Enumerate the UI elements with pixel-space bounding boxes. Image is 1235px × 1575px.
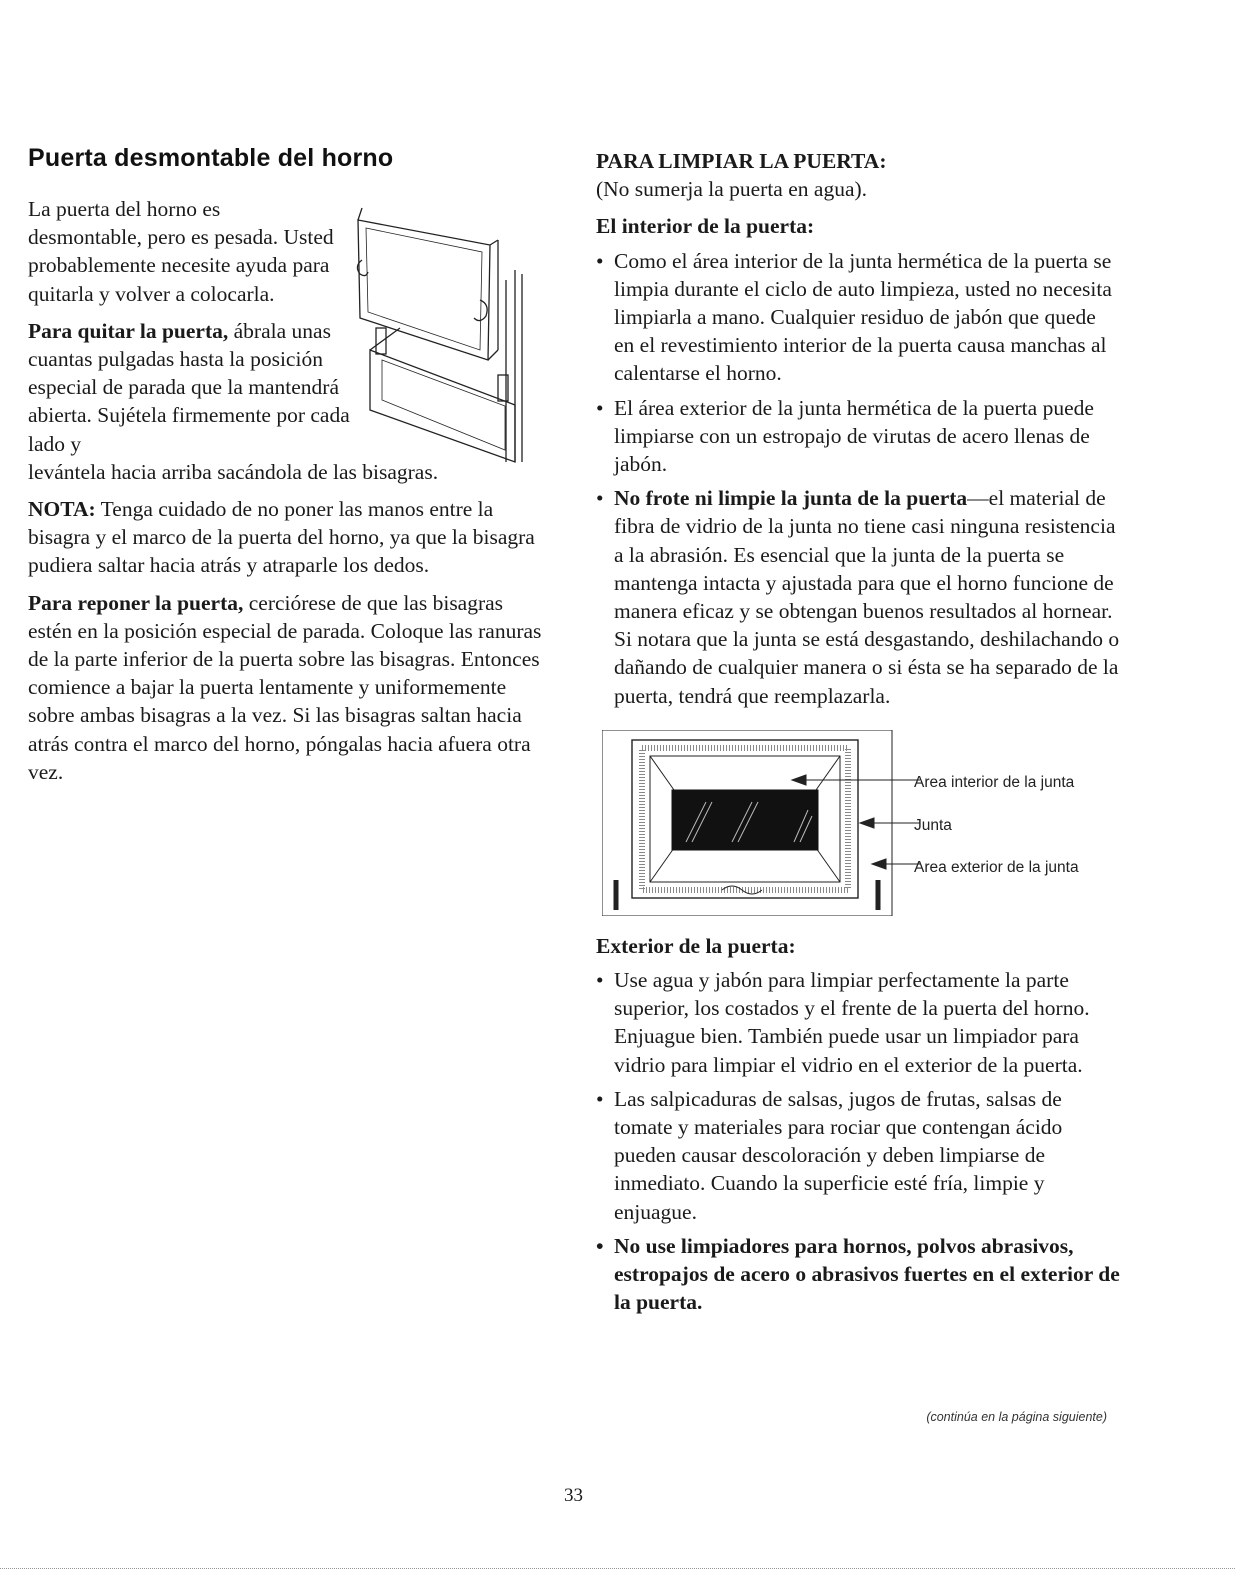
list-item: • Como el área interior de la junta hermética de la puerta se limpia durante el ciclo de auto limpieza, usted no necesita limpiarla a mano. Cualquier residuo de jabón que quede en el revestimiento interior de la puerta causa manchas al calentarse el horno. <box>596 247 1121 388</box>
door-gasket-illustration <box>602 730 922 916</box>
replace-door-paragraph <box>28 589 543 786</box>
interior-heading: El interior de la puerta: <box>596 214 815 239</box>
page-number: 33 <box>564 1485 583 1506</box>
label-outer-gasket-area: Area exterior de la junta <box>914 858 1079 876</box>
exterior-bullets <box>596 966 1121 1316</box>
note-paragraph <box>28 495 543 580</box>
remove-door-text: ábrala unas cuantas pulgadas hasta la posición especial de parada que la mantendrá abierta. Sujétela firmemente por cada lado y <box>28 318 350 456</box>
list-item: • Use agua y jabón para limpiar perfectamente la parte superior, los costados y el frente de la puerta del horno. Enjuague bien. También puede usar un limpiador para vidrio para limpiar el vidrio en el exterior de la puerta. <box>596 966 1121 1079</box>
list-item <box>596 484 1121 710</box>
intro-paragraph: La puerta del horno es desmontable, pero es pesada. Usted probablemente necesite ayuda para quitarla y volver a colocarla. <box>28 197 334 306</box>
exterior-heading: Exterior de la puerta: <box>596 933 796 958</box>
door-gasket-figure <box>596 724 1121 924</box>
interior-bullets <box>596 247 1121 710</box>
list-item: • Las salpicaduras de salsas, jugos de frutas, salsas de tomate y materiales para rociar que contengan ácido pueden causar descoloración y deben limpiarse de inmediato. Cuando la superficie esté fría, limpie y enjuague. <box>596 1085 1121 1226</box>
cleaning-heading: PARA LIMPIAR LA PUERTA: <box>596 149 887 173</box>
replace-door-lead: Para reponer la puerta, <box>28 590 244 615</box>
remove-door-paragraph <box>28 317 543 486</box>
note-text: Tenga cuidado de no poner las manos entre la bisagra y el marco de la puerta del horno, ya que la bisagra pudiera saltar hacia atrás y atraparle los dedos. <box>28 497 535 578</box>
note-lead: NOTA: <box>28 497 96 522</box>
label-inner-gasket-area: Area interior de la junta <box>914 773 1075 791</box>
section-title: Puerta desmontable del horno <box>28 144 394 172</box>
gasket-warning-lead: No frote ni limpie la junta de la puerta <box>614 486 968 511</box>
cleaning-subnote: (No sumerja la puerta en agua). <box>596 177 868 202</box>
label-gasket: Junta <box>914 816 952 834</box>
continued-note: (continúa en la página siguiente) <box>926 1410 1107 1424</box>
remove-door-text-end: levántela hacia arriba sacándola de las bisagras. <box>28 459 439 484</box>
list-item: • El área exterior de la junta hermética de la puerta puede limpiarse con un estropajo de virutas de acero llenas de jabón. <box>596 394 1121 479</box>
list-item: • No use limpiadores para hornos, polvos abrasivos, estropajos de acero o abrasivos fuertes en el exterior de la puerta. <box>596 1232 1121 1317</box>
replace-door-text: cerciórese de que las bisagras estén en la posición especial de parada. Coloque las ranuras de la parte inferior de la puerta sobre las bisagras. Entonces comience a bajar la puerta lentamente y uniformemente sobre ambas bisagras a la vez. Si las bisagras saltan hacia atrás contra el marco del horno, póngalas hacia afuera otra vez. <box>28 590 542 784</box>
gasket-warning-text: —el material de fibra de vidrio de la junta no tiene casi ninguna resistencia a la abrasión. Es esencial que la junta de la puerta se mantenga intacta y ajustada para que el horno funcione de manera eficaz y se obtengan buenos resultados al hornear. Si notara que la junta se está desgastando, deshilachando o dañando de cualquier manera o si ésta se ha separado de la puerta, tendrá que reemplazarla. <box>614 486 1120 708</box>
bottom-divider <box>0 1568 1235 1569</box>
remove-door-lead: Para quitar la puerta, <box>28 318 229 343</box>
